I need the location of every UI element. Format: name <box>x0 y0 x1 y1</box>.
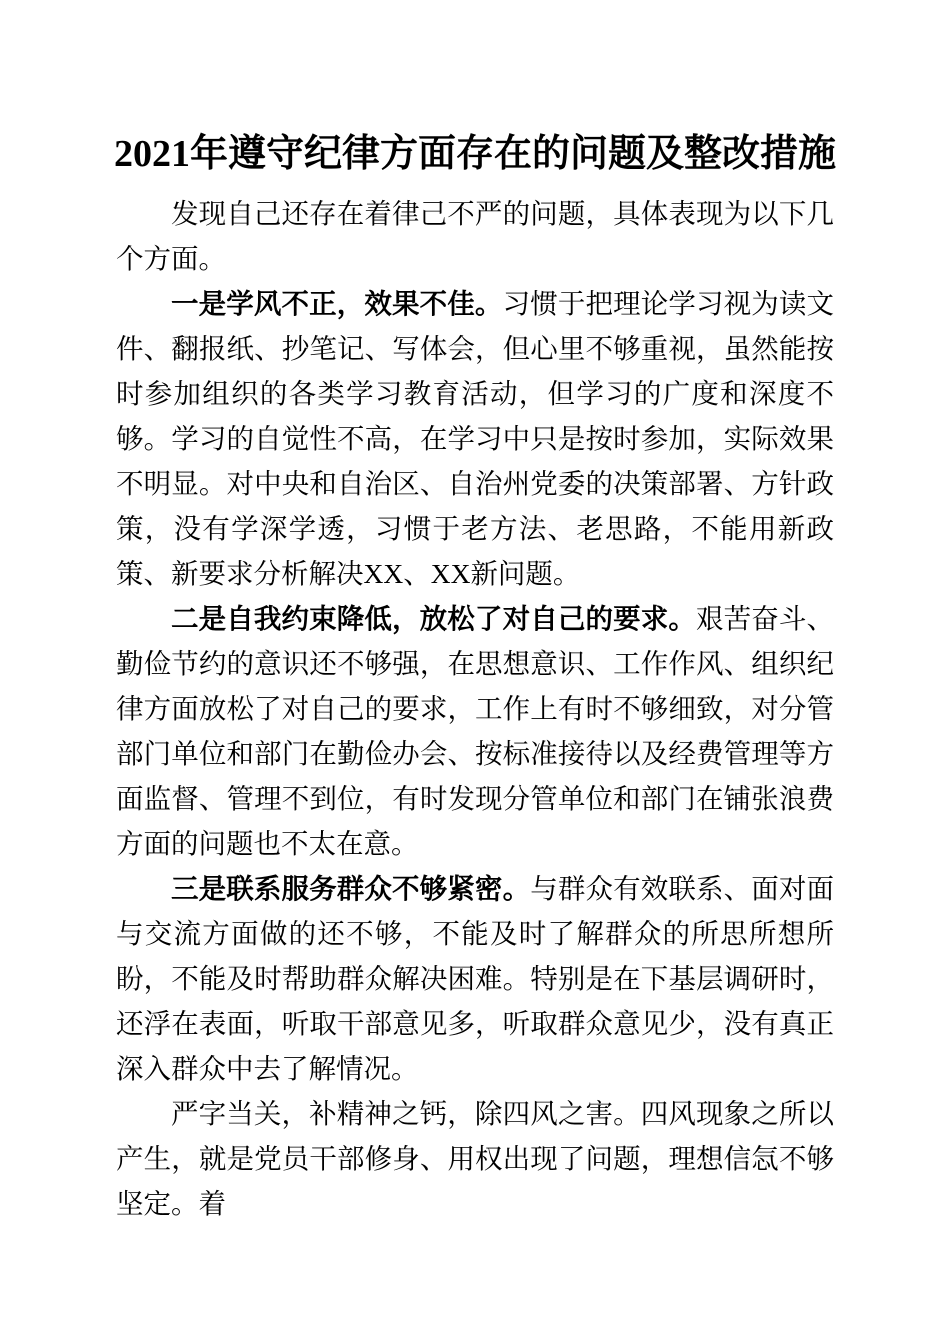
document-body <box>116 191 834 1226</box>
paragraph-2-lead: 一是学风不正，效果不佳。 <box>171 288 503 319</box>
paragraph-4-lead: 三是联系服务群众不够紧密。 <box>171 873 531 904</box>
paragraph-4: 三是联系服务群众不够紧密。与群众有效联系、面对面与交流方面做的还不够，不能及时了解群众的所思所想所盼，不能及时帮助群众解决困难。特别是在下基层调研时，还浮在表面，听取干部意见多，听取群众意见少，没有真正深入群众中去了解情况。 <box>116 873 835 1084</box>
paragraph-3: 二是自我约束降低，放松了对自己的要求。艰苦奋斗、勤俭节约的意识还不够强，在思想意识、工作作风、组织纪律方面放松了对自己的要求，工作上有时不够细致，对分管部门单位和部门在勤俭办会、按标准接待以及经费管理等方面监督、管理不到位，有时发现分管单位和部门在铺张浪费方面的问题也不太在意。 <box>116 603 835 859</box>
paragraph-1: 发现自己还存在着律己不严的问题，具体表现为以下几个方面。 <box>116 198 834 274</box>
paragraph-2: 一是学风不正，效果不佳。习惯于把理论学习视为读文件、翻报纸、抄笔记、写体会，但心里不够重视，虽然能按时参加组织的各类学习教育活动，但学习的广度和深度不够。学习的自觉性不高，在学习中只是按时参加，实际效果不明显。对中央和自治区、自治州党委的决策部署、方针政策，没有学深学透，习惯于老方法、老思路，不能用新政策、新要求分析解决XX、XX新问题。 <box>116 288 835 589</box>
paragraph-3-lead: 二是自我约束降低，放松了对自己的要求。 <box>171 603 696 634</box>
paragraph-5: 严字当关，补精神之钙，除四风之害。四风现象之所以产生，就是党员干部修身、用权出现了问题，理想信忥不够坚定。着 <box>116 1098 834 1219</box>
document-title: 2021年遵守纪律方面存在的问题及整改措施 <box>113 133 836 175</box>
